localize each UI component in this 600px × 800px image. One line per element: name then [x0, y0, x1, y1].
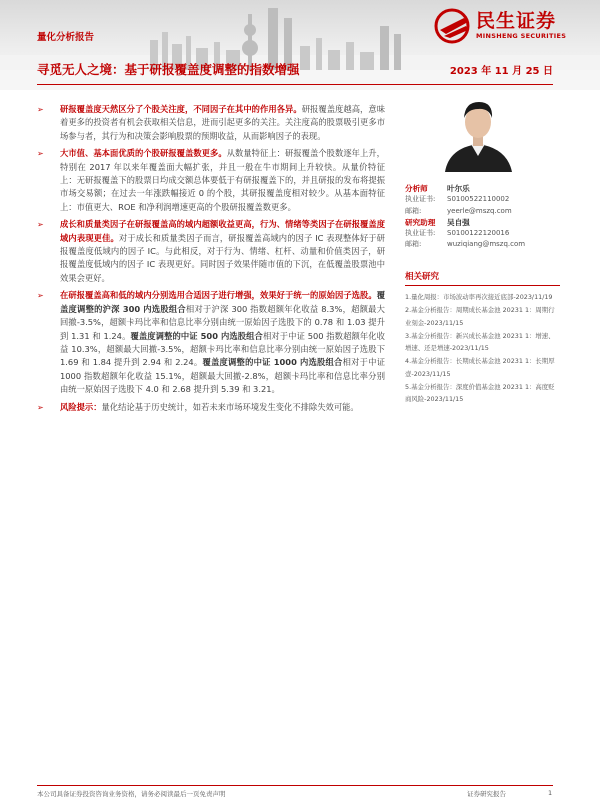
brand-name-cn: 民生证券 — [476, 10, 557, 32]
related-item[interactable]: 3.基金分析报告：新兴成长基金池 20231 1：增速、增速、还是增速-2023/11/15 — [405, 331, 555, 353]
paragraph-lead: 在研报覆盖高和低的域内分别选用合适因子进行增强，效果好于统一的原始因子选股。 — [60, 290, 377, 301]
mail-value[interactable]: yeerle@mszq.com — [447, 206, 512, 215]
summary-paragraph-5 — [37, 401, 385, 414]
assistant-row — [405, 217, 555, 228]
paragraph-body: 对于成长和质量类因子而言，研报覆盖高域内的因子 IC 表现整体好于研报覆盖度低域内的因子 IC。与此相反，对于行为、情绪、杠杆、动量和价值类因子，研报覆盖度低域内的因子 IC 表现更好。同时因子效果伴随市值的下沉，在低覆盖股票池中效果会更好。 — [60, 232, 385, 283]
mail-value[interactable]: wuziqiang@mszq.com — [447, 240, 526, 249]
footer-doc-type: 证券研究报告 — [467, 790, 506, 798]
paragraph-body-zz500: 相对于中证 500 指数超额年化收益 10.3%，超额最大回撤-3.5%，超额卡玛比率和信息比率分别由统一原始因子选股下 1.69 和 1.84 提升到 2.94 和 2.24。 — [60, 330, 385, 368]
related-research-list — [405, 291, 560, 406]
assistant-cert-row — [405, 228, 555, 239]
related-research-heading: 相关研究 — [405, 270, 560, 286]
paragraph-lead: 风险提示： — [60, 401, 102, 412]
assistant-mail-row — [405, 239, 555, 250]
analyst-cert-row — [405, 194, 555, 205]
analyst-info — [405, 183, 555, 251]
related-item[interactable]: 5.基金分析报告：深度价值基金池 20231 1：高度贬商风险-2023/11/15 — [405, 383, 555, 404]
bullet-arrow-icon: ➢ — [37, 220, 44, 230]
related-item[interactable]: 2.基金分析报告：周期成长基金池 20231 1：周期行业刻金-2023/11/15 — [405, 306, 555, 327]
cert-value: S0100122120016 — [447, 229, 510, 238]
brand-logo — [430, 6, 595, 46]
bullet-arrow-icon: ➢ — [37, 291, 44, 301]
cert-label: 执业证书: — [405, 229, 436, 238]
analyst-portrait-image — [441, 92, 516, 172]
report-type-label: 量化分析报告 — [37, 32, 95, 43]
analyst-photo — [441, 92, 516, 172]
summary-section — [37, 103, 385, 418]
assistant-role: 研究助理 — [405, 217, 436, 227]
analyst-row — [405, 183, 555, 194]
cert-label: 执业证书: — [405, 195, 436, 204]
cert-value: S0100522110002 — [447, 195, 510, 204]
title-divider — [37, 84, 553, 85]
paragraph-lead: 研报覆盖度天然区分了个股关注度，不同因子在其中的作用各异。 — [60, 104, 302, 114]
summary-paragraph-3 — [37, 218, 385, 285]
related-item[interactable]: 4.基金分析报告：长期成长基金池 20231 1：长期厚壹-2023/11/15 — [405, 357, 555, 378]
paragraph-lead: 成长和质量类因子在研报覆盖高的域内超额收益更高，行为、情绪等类因子在研报覆盖度域内表现更佳。 — [60, 219, 385, 243]
summary-paragraph-1 — [37, 103, 385, 143]
bullet-arrow-icon: ➢ — [37, 105, 44, 114]
paragraph-lead: 大市值、基本面优质的个股研报覆盖数更多。 — [60, 148, 227, 159]
paragraph-body-hs300: 相对于沪深 300 指数超额年化收益 8.3%，超额最大回撤-3.5%，超额卡玛比率和信息比率分别由统一原始因子选股下的 0.78 和 1.03 提升到 1.31 和 1.24。 — [60, 303, 385, 341]
minsheng-logo-icon — [434, 8, 474, 44]
mail-label: 邮箱: — [405, 240, 422, 249]
report-title: 寻觅无人之境：基于研报覆盖度调整的指数增强 — [37, 62, 300, 77]
summary-paragraph-4 — [37, 289, 385, 396]
highlight-zz1000: 覆盖度调整的中证 1000 内选股组合 — [202, 357, 343, 368]
footer-divider — [37, 785, 553, 786]
assistant-name: 吴自强 — [447, 217, 470, 227]
paragraph-body: 量化结论基于历史统计，如若未来市场环境发生变化不排除失效可能。 — [101, 401, 359, 412]
analyst-mail-row — [405, 206, 555, 217]
paragraph-body: 研报覆盖度越高，意味着更多的投资者有机会获取相关信息，进而引起更多的关注。关注度高的股票吸引更多市场参与者，其行为和决策会影响股票的预期收益，从而影响因子的表现。 — [60, 104, 385, 141]
report-date: 2023 年 11 月 25 日 — [449, 66, 553, 77]
bullet-arrow-icon: ➢ — [37, 149, 44, 159]
analyst-name: 叶尔乐 — [447, 184, 470, 193]
highlight-zz500: 覆盖度调整的中证 500 内选股组合 — [130, 330, 263, 341]
analyst-role: 分析师 — [405, 184, 428, 193]
paragraph-body-zz1000: 相对于中证 1000 指数超额年化收益 15.1%，超额最大回撤-2.8%，超额卡玛比率和信息比率分别由统一原始因子选股下 4.0 和 2.68 提升到 5.39 和 3.21。 — [60, 357, 385, 395]
highlight-hs300: 覆盖度调整的沪深 300 内选股组合 — [60, 290, 385, 314]
related-item[interactable]: 1.量化周报：市场波动率再次接近底部-2023/11/19 — [405, 293, 553, 301]
brand-name-en: MINSHENG SECURITIES — [476, 32, 567, 40]
page-number: 1 — [548, 789, 553, 797]
paragraph-body: 从数量特征上：研报覆盖个股数逐年上升，特别在 2017 年以来年覆盖面大幅扩张，并且一般在牛市期间上升较快。从量价特征上：无研报覆盖下的股票日均成交额总体要低于有研报覆盖下的，并且研报的发布将提振市场交易额；在过去一年涨跌幅接近 0 的个股，其研报覆盖度相对较少。从基本面特征上：市值更大、ROE 和净利润增速更高的个股研报覆盖数更多。 — [60, 148, 385, 212]
mail-label: 邮箱: — [405, 206, 422, 215]
footer-disclaimer: 本公司具备证券投资咨询业务资格，请务必阅读最后一页免责声明 — [37, 790, 226, 798]
bullet-arrow-icon: ➢ — [37, 402, 44, 412]
summary-paragraph-2 — [37, 147, 385, 214]
related-research — [405, 270, 560, 407]
